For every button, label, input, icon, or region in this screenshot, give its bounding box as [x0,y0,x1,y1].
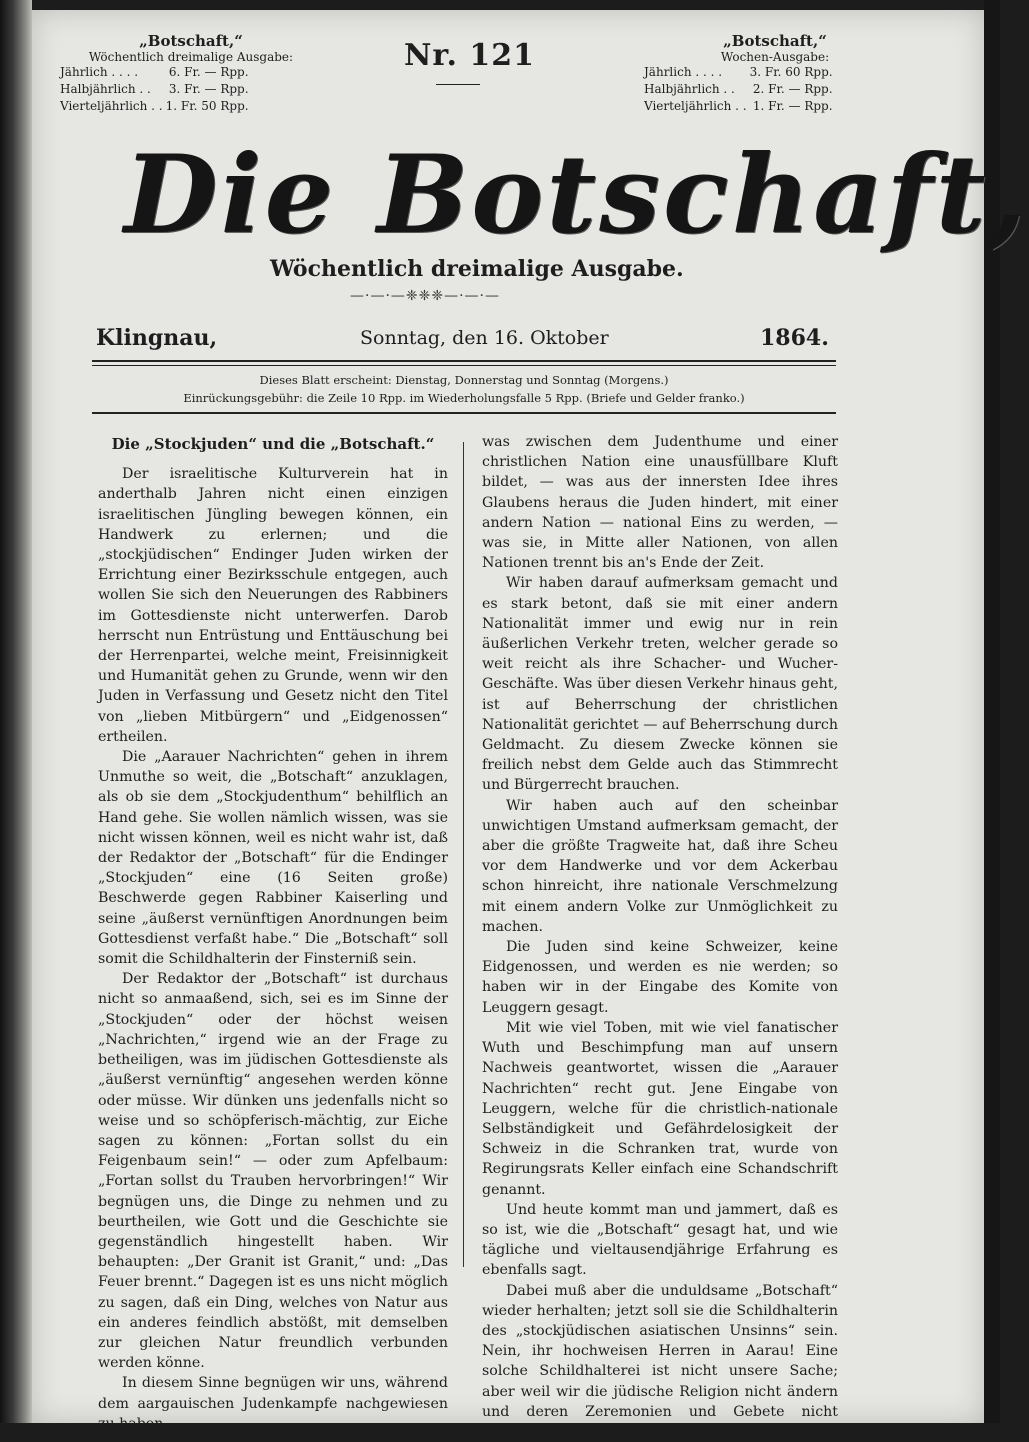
left-price-subtitle: Wöchentlich dreimalige Ausgabe: [88,50,294,64]
price-row [60,81,252,98]
price-period: Vierteljährlich . . [644,99,747,113]
price-period: Jährlich . . . . [644,65,723,79]
price-row [60,64,252,81]
dateline-rule-top [92,360,836,362]
price-row [644,98,836,115]
article-column-right [482,432,838,1442]
left-price-box [60,32,322,115]
price-amount: 1. Fr. 50 Rpp. [165,99,249,113]
article-paragraph: Und heute kommt man und jammert, daß es so ist, wie die „Botschaft“ gesagt hat, und wie tägliche und vieltausendjährige Erfahrung es ebenfalls sagt. [482,1201,838,1279]
left-price-title: „Botschaft,“ [139,32,243,50]
price-amount: 6. Fr. — Rpp. [168,65,249,79]
article-paragraph: Die Juden sind keine Schweizer, keine Eidgenossen, und werden es nie werden; so haben wir in der Eingabe des Komite von Leuggern gesagt. [482,939,838,1016]
right-price-box [644,32,906,115]
issue-number: Nr. 121 [404,38,535,73]
article-paragraph: Wir haben darauf aufmerksam gemacht und es stark betont, daß sie mit einer andern Nationalität immer und ewig nur in rein äußerlichen Verkehr treten, welcher gerade so weit reicht als ihre Schacher- und Wucher-Geschäfte. Was über diesen Verkehr hinaus geht, ist auf Beherrschung der christlichen Nationalität gerichtet — auf Beherrschung durch Geldmacht. Zu diesem Zwecke können sie freilich nebst dem Gelde auch das Stimmrecht und Bürgerrecht brauchen. [482,575,838,794]
column-divider [463,442,464,1267]
price-amount: 3. Fr. — Rpp. [168,82,249,96]
price-row [644,64,836,81]
price-row [60,98,252,115]
article-paragraph: Wir haben auch auf den scheinbar unwichtigen Umstand aufmerksam gemacht, der aber die größte Tragweite hat, daß ihre Scheu vor dem Handwerke und vor dem Ackerbau schon hinreicht, ihre nationale Verschmelzung mit einem andern Volke zur Unmöglichkeit zu machen. [482,797,838,935]
article-paragraph: In diesem Sinne begnügen wir uns, während dem aargauischen Judenkampfe nachgewiesen zu haben, [98,1375,448,1432]
price-period: Vierteljährlich . . [60,99,163,113]
dateline-rule-bottom [92,365,836,366]
article-title: Die „Stockjuden“ und die „Botschaft.“ [111,435,435,453]
article-paragraph: Dabei muß aber die unduldsame „Botschaft“ wieder herhalten; jetzt soll sie die Schildhalterin des „stockjüdischen asiatischen Unsinns“ sein. Nein, ihr hochweisen Herren in Aarau! Eine solche Schildhalterei ist nicht unsere Sache; aber weil wir die jüdische Religion nicht ändern und deren Zeremonien und Gebete nicht beherrschen können, so ist es auch nicht unsere [482,1282,838,1440]
price-period: Halbjährlich . . [60,82,151,96]
newspaper-page [32,10,1029,1440]
right-price-table [644,64,836,115]
article-paragraph: Der israelitische Kulturverein hat in anderthalb Jahren nicht einen einzigen israelitischen Jüngling bewegen können, ein Handwerk zu erlernen; und die „stockjüdischen“ Endinger Juden wirken der Errichtung einer Bezirksschule entgegen, auch wollen Sie sich den Neuerungen des Rabbiners im Gottesdienste nicht unterwerfen. Darob herrscht nun Entrüstung und Enttäuschung bei der Herrenpartei, welche meint, Freisinnigkeit und Humanität gehen zu Grunde, wenn wir den Juden in Verfassung und Gesetz nicht den Titel von „lieben Mitbürgern“ und „Eidgenossen“ ertheilen. [98,466,448,745]
left-price-table [60,64,252,115]
price-amount: 2. Fr. — Rpp. [752,82,833,96]
notice-fees: Einrückungsgebühr: die Zeile 10 Rpp. im Wiederholungsfalle 5 Rpp. (Briefe und Gelder franko.) [183,391,745,405]
right-price-subtitle: Wochen-Ausgabe: [720,50,830,64]
notice-rule [92,412,836,414]
article-paragraph: was zwischen dem Judenthume und einer christlichen Nation eine unausfüllbare Kluft bildet, — was aus der innersten Idee ihres Glaubens heraus die Juden hindert, mit einer andern Nation — national Eins zu werden, — was sie, in Mitte aller Nationen, von allen Nationen trennt bis an's Ende der Zeit. [482,434,838,572]
article-column-left [98,432,448,1434]
decorative-ornament: —·—·—❈❈❈—·—·— [350,288,500,304]
article-paragraph: Die „Aarauer Nachrichten“ gehen in ihrem Unmuthe so weit, die „Botschaft“ anzuklagen, als ob sie dem „Stockjudenthum“ behilflich an Hand gehe. Sie wollen nämlich wissen, was sie nicht wissen können, weil es nicht wahr ist, daß der Redaktor der „Botschaft“ für die Endinger „Stockjuden“ eine (16 Seiten große) Beschwerde gegen Rabbiner Kaiserling und seine „äußerst vernünftigen Anordnungen beim Gottesdienst verfaßt habe.“ Die „Botschaft“ soll somit die Schildhalterin der Finsterniß sein. [98,749,448,968]
book-spine [0,0,32,1423]
masthead-subtitle: Wöchentlich dreimalige Ausgabe. [270,256,684,282]
masthead-title: Die Botschaft, [124,132,1029,258]
price-amount: 1. Fr. — Rpp. [752,99,833,113]
price-period: Halbjährlich . . [644,82,735,96]
place-of-publication: Klingnau, [96,325,218,351]
article-paragraph: Mit wie viel Toben, mit wie viel fanatischer Wuth und Beschimpfung man auf unsern Nachweis geantwortet, wissen die „Aarauer Nachrichten“ recht gut. Jene Eingabe von Leuggern, welche für die christlich-nationale Selbständigkeit und Gefährdelosigkeit der Schweiz in die Schranken trat, wurde von Regirungsrats Keller einfach eine Schandschrift genannt. [482,1019,838,1198]
issue-number-rule [436,84,480,85]
price-row [644,81,836,98]
issue-date: Sonntag, den 16. Oktober [360,327,609,349]
right-price-title: „Botschaft,“ [723,32,827,50]
publication-notice [92,371,836,407]
article-paragraph: Der Redaktor der „Botschaft“ ist durchaus nicht so anmaaßend, sich, sei es im Sinne der „Stockjuden“ oder der höchst weisen „Nachrichten,“ irgend wie an der Frage zu betheiligen, was im jüdischen Gottesdienste als „äußerst vernünftig“ angesehen werden könne oder müsse. Wir dünken uns jedenfalls nicht so weise und so schöpferisch-mächtig, zur Eiche sagen zu können: „Fortan sollst du ein Feigenbaum sein!“ — oder zum Apfelbaum: „Fortan sollst du Trauben hervorbringen!“ Wir begnügen uns, die Dinge zu nehmen und zu beurtheilen, wie Gott und die Geschichte sie gegenständlich hingestellt haben. Wir behaupten: „Der Granit ist Granit,“ und: „Das Feuer brennt.“ Dagegen ist es uns nicht möglich zu sagen, daß ein Ding, welches von Natur aus ein anderes feindlich abstößt, mit demselben zur gleichen Natur freundlich verbunden werden könne. [98,971,448,1372]
issue-year: 1864. [760,325,829,351]
price-amount: 3. Fr. 60 Rpp. [749,65,833,79]
notice-schedule: Dieses Blatt erscheint: Dienstag, Donnerstag und Sonntag (Morgens.) [259,373,669,387]
price-period: Jährlich . . . . [60,65,139,79]
